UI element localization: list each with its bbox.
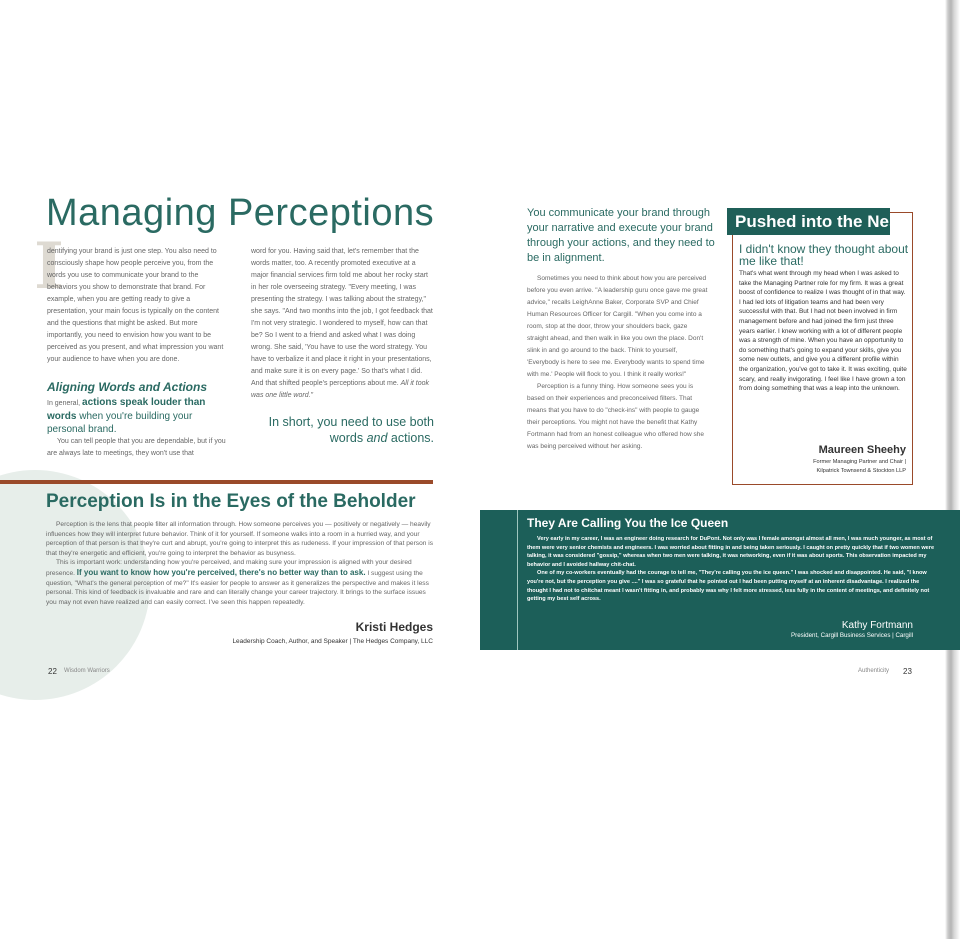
strategy-paragraph [251, 246, 433, 402]
section-divider-bar [0, 480, 433, 484]
pull-quote: You communicate your brand through your narrative and execute your brand through your actions, and they need to be in alignment. [527, 207, 715, 264]
page-title: Managing Perceptions [46, 192, 435, 234]
page-number-left: 22 [48, 667, 57, 676]
left-column-2 [251, 246, 433, 402]
author-name-kathy: Kathy Fortmann [841, 620, 913, 631]
quote-part-1: In short, you need to use both words [268, 415, 434, 445]
author-name-kristi: Kristi Hedges [355, 620, 433, 634]
beholder-text-a: This is important work: understanding how you're perceived, and making sure your impression is aligned with your desired presence. [46, 559, 412, 577]
in-general-text: In general, [47, 400, 83, 407]
running-footer-left: Wisdom Warriors [64, 668, 110, 674]
ice-panel-divider [517, 510, 518, 650]
author-role-kristi: Leadership Coach, Author, and Speaker | The Hedges Company, LLC [232, 638, 433, 645]
quote-part-2: actions. [387, 431, 434, 445]
highlight-part-3: when you're building your personal brand. [47, 411, 193, 435]
author-role-maureen [770, 458, 906, 476]
author-name-maureen: Maureen Sheehy [818, 444, 906, 456]
beholder-paragraph-1: Perception is the lens that people filter all information through. How someone perceives you — positively or negatively — heavily influences how they will interpret future behavior. Think of it for yourself. If someone walks into a room in a hurried way, and your perception of that person is that they're curt and abrupt, you're going to interpret this as rudeness. If your impression of that person is that they're energetic and efficient, you're going to interpret the behavior as busyness. [46, 521, 433, 557]
author-role-maureen-line-1: Former Managing Partner and Chair | [813, 459, 906, 465]
right-paragraph-2: Perception is a funny thing. How someone sees you is based on their experiences and preconceived filters. That means that you have to do "check-ins" with people to gauge their perceptions. You might not have the benefit that Kathy Fortmann had from an honest colleague who offered how she was being perceived without her asking. [527, 383, 704, 450]
ice-queen-body [527, 535, 941, 604]
strategy-italic-end: All it took was one little word." [251, 380, 430, 399]
ice-queen-title: They Are Calling You the Ice Queen [527, 516, 729, 530]
intro-paragraph: dentifying your brand is just one step. You also need to consciously shape how people perceive you, from the words you use to communicate your brand to the behaviors you show to demonstrate that brand. For example, when you are getting ready to give a presentation, your main focus is typically on the content and the questions that might be asked. But more importantly, you need to envision how you want to be perceived as you present, and what impression you want your audience to have when you are done. [47, 248, 224, 363]
beholder-text-b: I suggest using the question, "What's the general perception of me?" It's easier for people to answer as it generalizes the perspective and makes it less personal. This kind of feedback is invaluable and rare and can literally change your career trajectory. It brings to the surface issues you may not even have realized and can easily correct. I've seen this happen repeatedly. [46, 569, 429, 606]
sidebar-body-nest: That's what went through my head when I was asked to take the Managing Partner role for my firm. It was a great boost of confidence to realize I was thought of in that way. I had led lots of litigation teams and had been very successful with that. But I had not been involved in firm management before and had joined the firm just three years earlier. I knew working with a lot of different people was a strength of mine. When you have an opportunity to do something that's going to expand your skills, give you some new outlets, and give you a different profile within the organization, you've got to take it. It was exciting, quite scary, and really invigorating. I feel like I have grown a ton from doing something that was a leap into the unknown. [739, 270, 907, 393]
in-short-quote [252, 414, 434, 446]
left-column-1 [47, 246, 227, 460]
beholder-body [46, 520, 434, 607]
page-number-right: 23 [903, 667, 912, 676]
running-footer-right: Authenticity [858, 668, 890, 674]
right-body [527, 273, 710, 453]
strategy-text: word for you. Having said that, let's remember that the words matter, too. A recently promoted executive at a major financial services firm told me about her rocky start in her role overseeing strategy. "Every meeting, I was presenting the strategy. I was talking about the strategy," she says. "And two months into the job, I got feedback that I'm not very strategic. I wondered to myself, how can that be? So I went to a friend and asked what I was doing wrong. She said, 'You have to use the word strategy. You have to verbalize it and place it right in your presentations, and make sure it is on every page.' So that's what I did. And that shifted people's perceptions about me. [251, 248, 433, 387]
section-heading-aligning: Aligning Words and Actions [47, 380, 207, 394]
page-edge-shadow [945, 0, 960, 939]
quote-emphasis: and [366, 431, 388, 445]
beholder-section-title: Perception Is in the Eyes of the Beholder [46, 491, 416, 512]
dependable-paragraph: You can tell people that you are dependable, but if you are always late to meetings, they won't use that [47, 438, 226, 457]
ice-paragraph-1: Very early in my career, I was an engineer doing research for DuPont. Not only was I female amongst almost all men, I was much younger, as most of them were very senior chemists and engineers. I was worried about fitting in and being taken seriously. I caught on pretty quickly that if two women were talking, it was considered "gossip," whereas when two men were talking, it was networking, even if it was about sports. This observation impacted my behavior and I avoided hallway chit-chat. [527, 536, 935, 568]
beholder-paragraph-2 [46, 558, 434, 607]
drop-cap: I [34, 229, 64, 304]
sidebar-title-nest: Pushed into the Nest [727, 208, 890, 235]
highlight-part-2: words [47, 411, 77, 422]
author-role-maureen-line-2: Kilpatrick Townsend & Stockton LLP [816, 468, 906, 474]
ice-paragraph-2: One of my co-workers eventually had the courage to tell me, "They're calling you the ice queen." I was shocked and disappointed. He said, "I know you're not, but the perception you give ...." I was so grateful that he pointed out I had been putting myself at an inherent disadvantage. I realized the thought I had not to chitchat meant I wasn't fitting in, and probably was why I felt more stressed, less fully in the content of meetings, and definitely not getting my best self across. [527, 570, 930, 603]
beholder-bold-statement: If you want to know how you're perceived, there's no better way than to ask. [76, 567, 366, 577]
right-paragraph-1: Sometimes you need to think about how you are perceived before you even arrive. "A leadership guru once gave me great advice," recalls LeighAnne Baker, Corporate SVP and Chief Human Resources Officer for Cargill. "When you come into a room, stop at the door, throw your shoulders back, gaze straight ahead, and then walk in like you own the place. Don't slink in and go around to the back. Think to yourself, 'Everybody is here to see me. Everybody wants to spend time with me.' People will flock to you. I think it really works!" [527, 275, 708, 378]
author-role-kathy: President, Cargill Business Services | Cargill [791, 632, 913, 639]
highlight-part-1: actions speak louder than [82, 397, 206, 408]
sidebar-subhead-nest: I didn't know they thought about me like that! [739, 242, 909, 268]
highlight-statement [47, 396, 227, 436]
